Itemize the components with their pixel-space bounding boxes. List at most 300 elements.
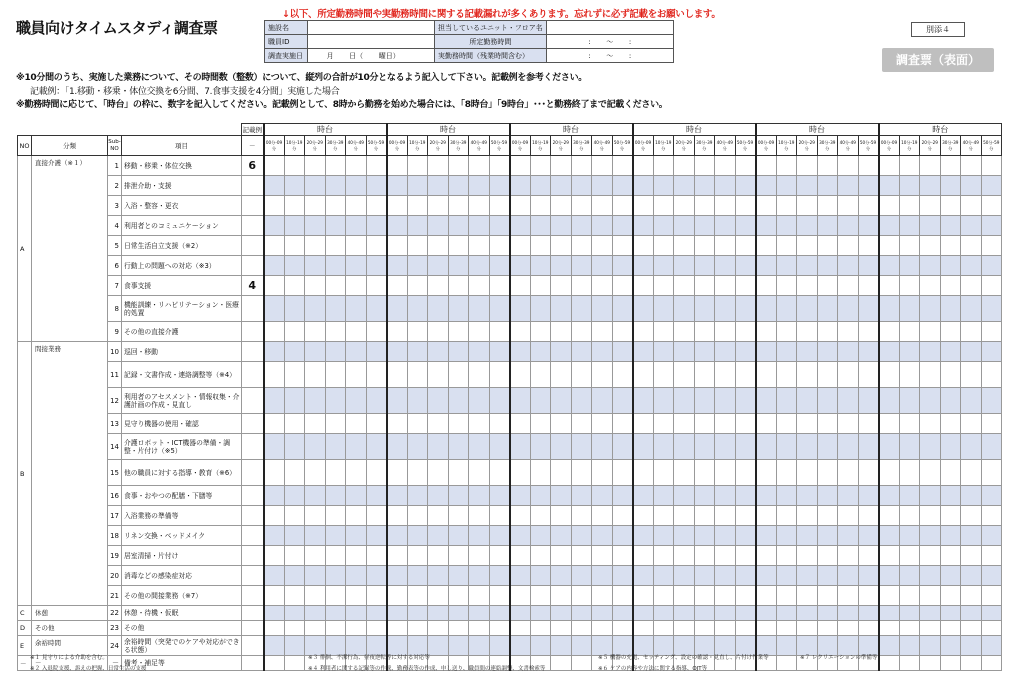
time-cell[interactable] [366, 506, 387, 526]
time-cell[interactable] [305, 342, 326, 362]
time-cell[interactable] [838, 342, 859, 362]
time-cell[interactable] [387, 606, 408, 621]
time-cell[interactable] [489, 176, 510, 196]
time-cell[interactable] [407, 606, 428, 621]
time-cell[interactable] [551, 216, 572, 236]
time-cell[interactable] [284, 656, 305, 671]
time-cell[interactable] [756, 566, 777, 586]
time-cell[interactable] [961, 506, 982, 526]
time-cell[interactable] [305, 196, 326, 216]
time-cell[interactable] [469, 460, 490, 486]
time-cell[interactable] [879, 296, 900, 322]
time-cell[interactable] [530, 388, 551, 414]
time-cell[interactable] [674, 434, 695, 460]
time-cell[interactable] [325, 526, 346, 546]
time-cell[interactable] [674, 322, 695, 342]
time-cell[interactable] [776, 606, 797, 621]
time-cell[interactable] [612, 546, 633, 566]
time-cell[interactable] [551, 342, 572, 362]
time-cell[interactable] [858, 342, 879, 362]
time-cell[interactable] [920, 506, 941, 526]
time-cell[interactable] [735, 322, 756, 342]
time-cell[interactable] [961, 434, 982, 460]
time-cell[interactable] [817, 216, 838, 236]
time-cell[interactable] [284, 414, 305, 434]
time-cell[interactable] [694, 176, 715, 196]
time-cell[interactable] [756, 362, 777, 388]
time-cell[interactable] [571, 414, 592, 434]
time-cell[interactable] [428, 256, 449, 276]
time-cell[interactable] [592, 216, 613, 236]
time-cell[interactable] [592, 606, 613, 621]
time-cell[interactable] [305, 586, 326, 606]
time-cell[interactable] [653, 342, 674, 362]
time-cell[interactable] [469, 606, 490, 621]
time-cell[interactable] [510, 460, 531, 486]
time-cell[interactable] [469, 276, 490, 296]
time-cell[interactable] [305, 434, 326, 460]
time-cell[interactable] [879, 636, 900, 656]
time-cell[interactable] [612, 156, 633, 176]
time-cell[interactable] [776, 621, 797, 636]
time-cell[interactable] [510, 362, 531, 388]
time-cell[interactable] [817, 276, 838, 296]
time-cell[interactable] [551, 196, 572, 216]
time-cell[interactable] [776, 636, 797, 656]
time-cell[interactable] [694, 196, 715, 216]
time-cell[interactable] [920, 256, 941, 276]
time-cell[interactable] [407, 434, 428, 460]
time-cell[interactable] [592, 526, 613, 546]
time-cell[interactable] [694, 566, 715, 586]
time-cell[interactable] [633, 434, 654, 460]
time-cell[interactable] [489, 606, 510, 621]
time-cell[interactable] [899, 322, 920, 342]
time-cell[interactable] [735, 460, 756, 486]
time-cell[interactable] [530, 216, 551, 236]
time-cell[interactable] [284, 256, 305, 276]
time-cell[interactable] [469, 256, 490, 276]
time-cell[interactable] [817, 236, 838, 256]
time-cell[interactable] [756, 342, 777, 362]
time-cell[interactable] [284, 506, 305, 526]
time-cell[interactable] [325, 216, 346, 236]
time-cell[interactable] [653, 196, 674, 216]
time-cell[interactable] [305, 322, 326, 342]
time-cell[interactable] [715, 322, 736, 342]
time-cell[interactable] [817, 414, 838, 434]
time-cell[interactable] [920, 434, 941, 460]
time-cell[interactable] [981, 460, 1002, 486]
time-cell[interactable] [797, 414, 818, 434]
time-cell[interactable] [530, 486, 551, 506]
time-cell[interactable] [633, 388, 654, 414]
time-cell[interactable] [961, 342, 982, 362]
time-cell[interactable] [489, 296, 510, 322]
time-cell[interactable] [325, 506, 346, 526]
time-cell[interactable] [879, 236, 900, 256]
time-cell[interactable] [366, 546, 387, 566]
time-cell[interactable] [551, 414, 572, 434]
time-cell[interactable] [407, 388, 428, 414]
time-cell[interactable] [428, 276, 449, 296]
time-cell[interactable] [571, 526, 592, 546]
time-cell[interactable] [674, 236, 695, 256]
time-cell[interactable] [735, 566, 756, 586]
time-cell[interactable] [858, 486, 879, 506]
time-cell[interactable] [735, 526, 756, 546]
time-cell[interactable] [735, 388, 756, 414]
time-cell[interactable] [551, 486, 572, 506]
time-cell[interactable] [612, 506, 633, 526]
time-cell[interactable] [428, 176, 449, 196]
time-cell[interactable] [653, 526, 674, 546]
time-cell[interactable] [428, 216, 449, 236]
time-cell[interactable] [428, 296, 449, 322]
time-cell[interactable] [899, 236, 920, 256]
time-cell[interactable] [920, 276, 941, 296]
time-cell[interactable] [920, 526, 941, 546]
time-cell[interactable] [551, 636, 572, 656]
time-cell[interactable] [879, 566, 900, 586]
time-cell[interactable] [735, 586, 756, 606]
time-cell[interactable] [776, 586, 797, 606]
time-cell[interactable] [899, 586, 920, 606]
time-cell[interactable] [920, 236, 941, 256]
time-cell[interactable] [940, 460, 961, 486]
time-cell[interactable] [694, 216, 715, 236]
time-cell[interactable] [469, 434, 490, 460]
time-cell[interactable] [387, 156, 408, 176]
time-cell[interactable] [264, 256, 285, 276]
time-cell[interactable] [797, 460, 818, 486]
time-cell[interactable] [592, 156, 613, 176]
time-cell[interactable] [817, 506, 838, 526]
time-cell[interactable] [530, 276, 551, 296]
time-cell[interactable] [899, 196, 920, 216]
time-cell[interactable] [981, 434, 1002, 460]
time-cell[interactable] [469, 486, 490, 506]
time-cell[interactable] [715, 606, 736, 621]
time-cell[interactable] [633, 362, 654, 388]
time-cell[interactable] [756, 606, 777, 621]
time-cell[interactable] [448, 414, 469, 434]
time-cell[interactable] [571, 636, 592, 656]
time-cell[interactable] [920, 636, 941, 656]
time-cell[interactable] [981, 362, 1002, 388]
time-cell[interactable] [817, 586, 838, 606]
time-cell[interactable] [346, 236, 367, 256]
time-cell[interactable] [674, 566, 695, 586]
time-cell[interactable] [387, 526, 408, 546]
time-cell[interactable] [776, 256, 797, 276]
time-cell[interactable] [838, 546, 859, 566]
time-cell[interactable] [756, 586, 777, 606]
time-cell[interactable] [530, 434, 551, 460]
time-cell[interactable] [469, 414, 490, 434]
time-cell[interactable] [305, 362, 326, 388]
time-cell[interactable] [694, 506, 715, 526]
time-cell[interactable] [305, 296, 326, 322]
time-cell[interactable] [633, 176, 654, 196]
time-cell[interactable] [264, 216, 285, 236]
time-cell[interactable] [674, 606, 695, 621]
time-cell[interactable] [899, 296, 920, 322]
time-cell[interactable] [264, 388, 285, 414]
time-cell[interactable] [879, 434, 900, 460]
time-cell[interactable] [879, 621, 900, 636]
time-cell[interactable] [715, 156, 736, 176]
time-cell[interactable] [940, 434, 961, 460]
time-cell[interactable] [715, 236, 736, 256]
time-cell[interactable] [407, 322, 428, 342]
time-cell[interactable] [715, 526, 736, 546]
time-cell[interactable] [940, 566, 961, 586]
time-cell[interactable] [284, 606, 305, 621]
time-cell[interactable] [592, 586, 613, 606]
time-cell[interactable] [551, 156, 572, 176]
time-cell[interactable] [633, 526, 654, 546]
time-cell[interactable] [489, 636, 510, 656]
time-cell[interactable] [325, 342, 346, 362]
time-cell[interactable] [510, 196, 531, 216]
time-cell[interactable] [817, 196, 838, 216]
time-cell[interactable] [776, 566, 797, 586]
time-cell[interactable] [264, 156, 285, 176]
time-cell[interactable] [387, 362, 408, 388]
time-cell[interactable] [551, 566, 572, 586]
time-cell[interactable] [387, 296, 408, 322]
time-cell[interactable] [407, 276, 428, 296]
time-cell[interactable] [551, 460, 572, 486]
time-cell[interactable] [284, 621, 305, 636]
time-cell[interactable] [817, 460, 838, 486]
time-cell[interactable] [264, 606, 285, 621]
time-cell[interactable] [510, 414, 531, 434]
time-cell[interactable] [879, 196, 900, 216]
time-cell[interactable] [797, 388, 818, 414]
time-cell[interactable] [899, 621, 920, 636]
time-cell[interactable] [653, 414, 674, 434]
time-cell[interactable] [920, 460, 941, 486]
time-cell[interactable] [653, 256, 674, 276]
time-cell[interactable] [264, 176, 285, 196]
time-cell[interactable] [428, 388, 449, 414]
time-cell[interactable] [448, 606, 469, 621]
time-cell[interactable] [346, 566, 367, 586]
time-cell[interactable] [428, 506, 449, 526]
time-cell[interactable] [387, 196, 408, 216]
time-cell[interactable] [899, 606, 920, 621]
time-cell[interactable] [407, 486, 428, 506]
time-cell[interactable] [530, 546, 551, 566]
time-cell[interactable] [838, 606, 859, 621]
time-cell[interactable] [592, 276, 613, 296]
time-cell[interactable] [325, 546, 346, 566]
time-cell[interactable] [510, 236, 531, 256]
time-cell[interactable] [858, 586, 879, 606]
time-cell[interactable] [284, 362, 305, 388]
time-cell[interactable] [612, 434, 633, 460]
time-cell[interactable] [612, 342, 633, 362]
time-cell[interactable] [981, 506, 1002, 526]
time-cell[interactable] [551, 362, 572, 388]
time-cell[interactable] [407, 566, 428, 586]
time-cell[interactable] [899, 636, 920, 656]
time-cell[interactable] [920, 196, 941, 216]
time-cell[interactable] [530, 586, 551, 606]
time-cell[interactable] [920, 586, 941, 606]
time-cell[interactable] [489, 414, 510, 434]
time-cell[interactable] [448, 506, 469, 526]
time-cell[interactable] [325, 362, 346, 388]
time-cell[interactable] [387, 586, 408, 606]
time-cell[interactable] [920, 606, 941, 621]
time-cell[interactable] [284, 388, 305, 414]
time-cell[interactable] [735, 236, 756, 256]
time-cell[interactable] [715, 176, 736, 196]
time-cell[interactable] [428, 526, 449, 546]
time-cell[interactable] [756, 216, 777, 236]
time-cell[interactable] [981, 236, 1002, 256]
time-cell[interactable] [797, 296, 818, 322]
time-cell[interactable] [633, 296, 654, 322]
time-cell[interactable] [305, 276, 326, 296]
time-cell[interactable] [346, 526, 367, 546]
time-cell[interactable] [735, 434, 756, 460]
time-cell[interactable] [407, 236, 428, 256]
time-cell[interactable] [797, 621, 818, 636]
time-cell[interactable] [264, 486, 285, 506]
time-cell[interactable] [366, 342, 387, 362]
time-cell[interactable] [428, 606, 449, 621]
time-cell[interactable] [387, 506, 408, 526]
time-cell[interactable] [346, 276, 367, 296]
time-cell[interactable] [407, 586, 428, 606]
time-cell[interactable] [469, 296, 490, 322]
time-cell[interactable] [489, 196, 510, 216]
time-cell[interactable] [448, 216, 469, 236]
time-cell[interactable] [735, 506, 756, 526]
time-cell[interactable] [407, 156, 428, 176]
time-cell[interactable] [776, 526, 797, 546]
time-cell[interactable] [387, 256, 408, 276]
time-cell[interactable] [530, 414, 551, 434]
time-cell[interactable] [858, 388, 879, 414]
time-cell[interactable] [489, 216, 510, 236]
time-cell[interactable] [346, 434, 367, 460]
time-cell[interactable] [940, 342, 961, 362]
time-cell[interactable] [592, 566, 613, 586]
time-cell[interactable] [264, 621, 285, 636]
time-cell[interactable] [571, 546, 592, 566]
survey-date-input[interactable]: 月 日（ 曜日） [308, 49, 435, 63]
time-cell[interactable] [961, 256, 982, 276]
time-cell[interactable] [858, 526, 879, 546]
time-cell[interactable] [981, 176, 1002, 196]
time-cell[interactable] [489, 566, 510, 586]
time-cell[interactable] [305, 176, 326, 196]
time-cell[interactable] [551, 176, 572, 196]
time-cell[interactable] [694, 236, 715, 256]
time-cell[interactable] [633, 546, 654, 566]
time-cell[interactable] [838, 322, 859, 342]
time-cell[interactable] [940, 656, 961, 671]
time-cell[interactable] [899, 176, 920, 196]
time-cell[interactable] [838, 296, 859, 322]
time-cell[interactable] [879, 656, 900, 671]
time-cell[interactable] [858, 546, 879, 566]
time-cell[interactable] [305, 606, 326, 621]
time-cell[interactable] [838, 586, 859, 606]
time-cell[interactable] [981, 256, 1002, 276]
time-cell[interactable] [858, 216, 879, 236]
time-cell[interactable] [366, 196, 387, 216]
time-cell[interactable] [735, 546, 756, 566]
time-cell[interactable] [633, 621, 654, 636]
time-cell[interactable] [510, 526, 531, 546]
time-cell[interactable] [346, 486, 367, 506]
time-cell[interactable] [756, 176, 777, 196]
time-cell[interactable] [694, 434, 715, 460]
time-cell[interactable] [920, 322, 941, 342]
time-cell[interactable] [776, 362, 797, 388]
time-cell[interactable] [735, 342, 756, 362]
time-cell[interactable] [612, 322, 633, 342]
time-cell[interactable] [797, 526, 818, 546]
time-cell[interactable] [879, 388, 900, 414]
time-cell[interactable] [284, 342, 305, 362]
time-cell[interactable] [899, 434, 920, 460]
time-cell[interactable] [694, 546, 715, 566]
time-cell[interactable] [510, 546, 531, 566]
time-cell[interactable] [387, 414, 408, 434]
time-cell[interactable] [571, 236, 592, 256]
time-cell[interactable] [797, 256, 818, 276]
time-cell[interactable] [756, 414, 777, 434]
time-cell[interactable] [489, 506, 510, 526]
time-cell[interactable] [346, 196, 367, 216]
time-cell[interactable] [899, 362, 920, 388]
time-cell[interactable] [940, 526, 961, 546]
time-cell[interactable] [448, 546, 469, 566]
time-cell[interactable] [817, 388, 838, 414]
time-cell[interactable] [428, 621, 449, 636]
time-cell[interactable] [448, 196, 469, 216]
time-cell[interactable] [407, 546, 428, 566]
time-cell[interactable] [981, 656, 1002, 671]
time-cell[interactable] [756, 526, 777, 546]
time-cell[interactable] [981, 296, 1002, 322]
time-cell[interactable] [817, 342, 838, 362]
time-cell[interactable] [797, 586, 818, 606]
time-cell[interactable] [674, 176, 695, 196]
time-cell[interactable] [940, 276, 961, 296]
time-cell[interactable] [387, 342, 408, 362]
scheduled-time-input[interactable]: : ～ : [546, 35, 673, 49]
time-cell[interactable] [838, 156, 859, 176]
time-cell[interactable] [530, 566, 551, 586]
time-cell[interactable] [612, 388, 633, 414]
time-cell[interactable] [797, 236, 818, 256]
time-cell[interactable] [756, 546, 777, 566]
time-cell[interactable] [284, 156, 305, 176]
time-cell[interactable] [612, 621, 633, 636]
time-cell[interactable] [612, 526, 633, 546]
time-cell[interactable] [305, 566, 326, 586]
time-cell[interactable] [325, 606, 346, 621]
time-cell[interactable] [264, 276, 285, 296]
